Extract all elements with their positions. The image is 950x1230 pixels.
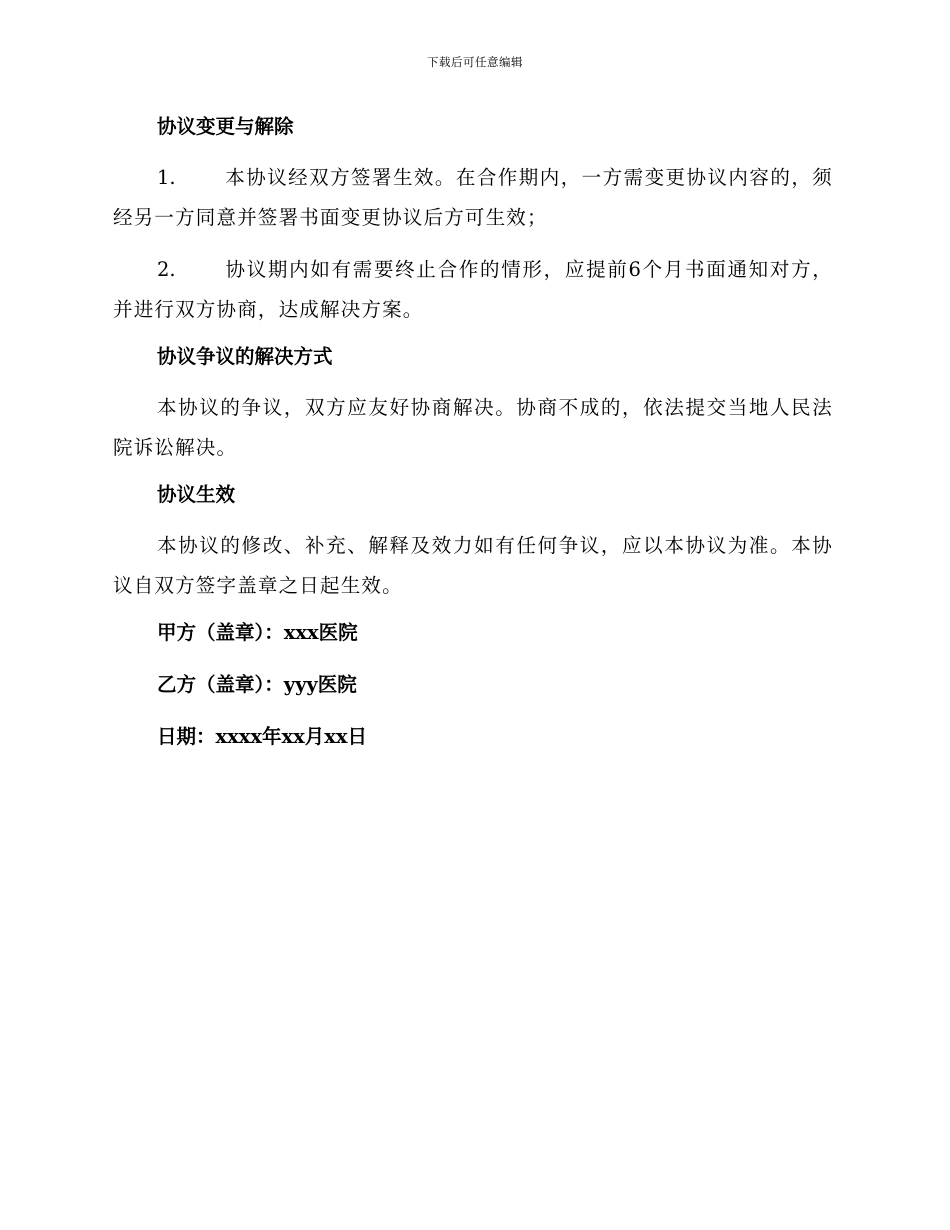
document-body bbox=[113, 112, 833, 774]
numbered-clause-1 bbox=[113, 158, 833, 238]
clause-number: 1. bbox=[157, 166, 176, 189]
clause-text: 协议期内如有需要终止合作的情形，应提前6个月书面通知对方，并进行双方协商，达成解决方案。 bbox=[113, 258, 833, 321]
party-a-signature: 甲方（盖章）：xxx医院 bbox=[157, 621, 358, 644]
signature-date: 日期：xxxx年xx月xx日 bbox=[157, 725, 368, 748]
section-heading-dispute: 协议争议的解决方式 bbox=[157, 345, 333, 368]
section-heading-amendment: 协议变更与解除 bbox=[157, 115, 294, 138]
dispute-paragraph: 本协议的争议，双方应友好协商解决。协商不成的，依法提交当地人民法院诉讼解决。 bbox=[113, 396, 833, 459]
clause-text: 本协议经双方签署生效。在合作期内，一方需变更协议内容的，须经另一方同意并签署书面变更协议后方可生效； bbox=[113, 166, 833, 229]
clause-number: 2. bbox=[157, 258, 176, 281]
numbered-clause-2 bbox=[113, 250, 833, 330]
party-b-signature: 乙方（盖章）：yyy医院 bbox=[157, 673, 357, 696]
header-note: 下载后可任意编辑 bbox=[427, 55, 523, 69]
effective-paragraph: 本协议的修改、补充、解释及效力如有任何争议，应以本协议为准。本协议自双方签字盖章之日起生效。 bbox=[113, 534, 833, 597]
section-heading-effective: 协议生效 bbox=[157, 483, 236, 506]
